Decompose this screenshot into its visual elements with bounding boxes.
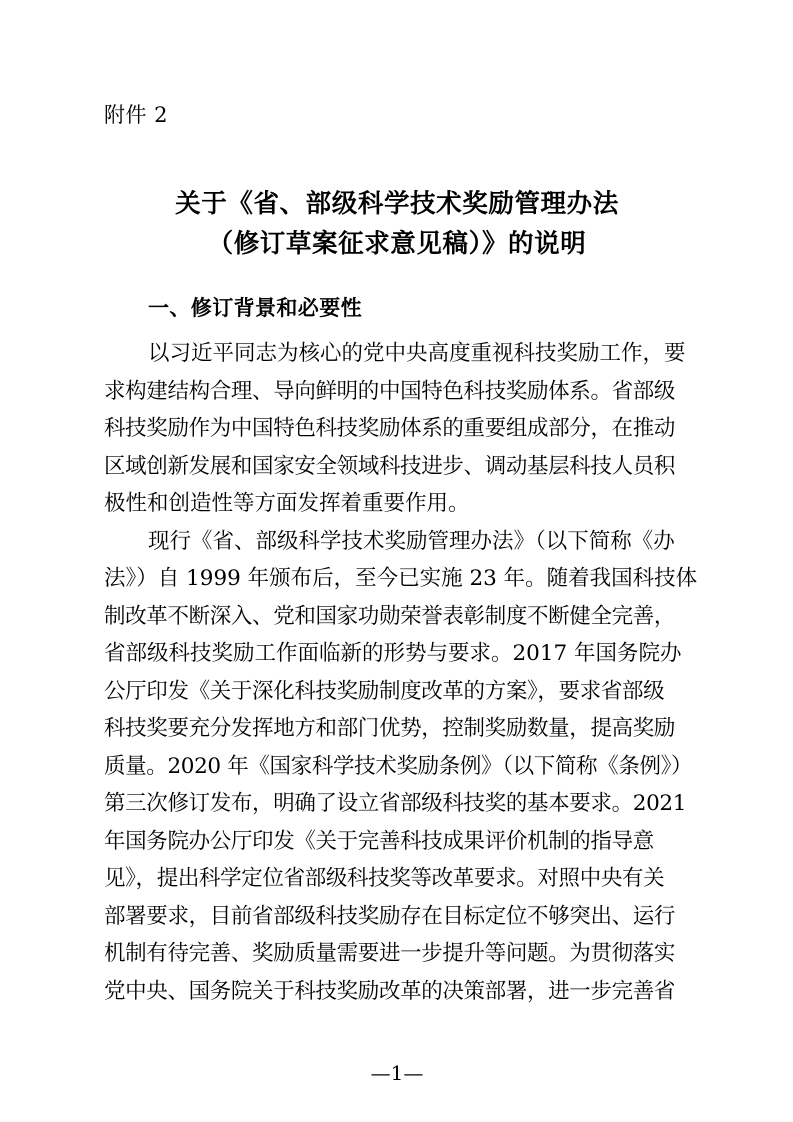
paragraph-line: 部署要求，目前省部级科技奖励存在目标定位不够突出、运行 xyxy=(104,903,676,929)
paragraph-line: 党中央、国务院关于科技奖励改革的决策部署，进一步完善省 xyxy=(104,978,676,1004)
paragraph-line: 公厅印发《关于深化科技奖励制度改革的方案》，要求省部级 xyxy=(104,678,665,704)
page-number-footer: —1— xyxy=(370,1061,424,1085)
section-heading-1: 一、修订背景和必要性 xyxy=(148,296,362,320)
paragraph-line: 年国务院办公厅印发《关于完善科技成果评价机制的指导意 xyxy=(104,828,654,854)
attachment-label: 附件 2 xyxy=(104,103,169,127)
page-title xyxy=(104,184,690,264)
paragraph-line: 法》）自 1999 年颁布后，至今已实施 23 年。随着我国科技体 xyxy=(104,566,698,591)
paragraph-line: 求构建结构合理、导向鲜明的中国特色科技奖励体系。省部级 xyxy=(104,378,676,404)
paragraph-line: 质量。2020 年《国家科学技术奖励条例》（以下简称《条例》） xyxy=(104,753,693,779)
paragraph-line: 机制有待完善、奖励质量需要进一步提升等问题。为贯彻落实 xyxy=(104,941,676,966)
body-content xyxy=(104,335,698,1010)
paragraph-line: 制改革不断深入、党和国家功勋荣誉表彰制度不断健全完善， xyxy=(104,603,676,629)
paragraph-line: 区域创新发展和国家安全领域科技进步、调动基层科技人员积 xyxy=(104,453,676,479)
paragraph-line: 以习近平同志为核心的党中央高度重视科技奖励工作，要 xyxy=(148,341,686,366)
paragraph-line: 见》，提出科学定位省部级科技奖等改革要求。对照中央有关 xyxy=(104,866,665,891)
paragraph-line: 科技奖要充分发挥地方和部门优势，控制奖励数量，提高奖励 xyxy=(104,716,676,741)
page-title-line-1: 关于《省、部级科学技术奖励管理办法 xyxy=(175,189,619,219)
paragraph-line: 科技奖励作为中国特色科技奖励体系的重要组成部分，在推动 xyxy=(104,416,676,441)
paragraph-line: 省部级科技奖励工作面临新的形势与要求。2017 年国务院办 xyxy=(104,641,682,666)
paragraph-line: 极性和创造性等方面发挥着重要作用。 xyxy=(104,491,470,516)
paragraph-line: 现行《省、部级科学技术奖励管理办法》（以下简称《办 xyxy=(148,528,675,554)
paragraph-line: 第三次修订发布，明确了设立省部级科技奖的基本要求。2021 xyxy=(104,791,687,816)
page-title-line-2: （修订草案征求意见稿）》的说明 xyxy=(207,229,587,259)
